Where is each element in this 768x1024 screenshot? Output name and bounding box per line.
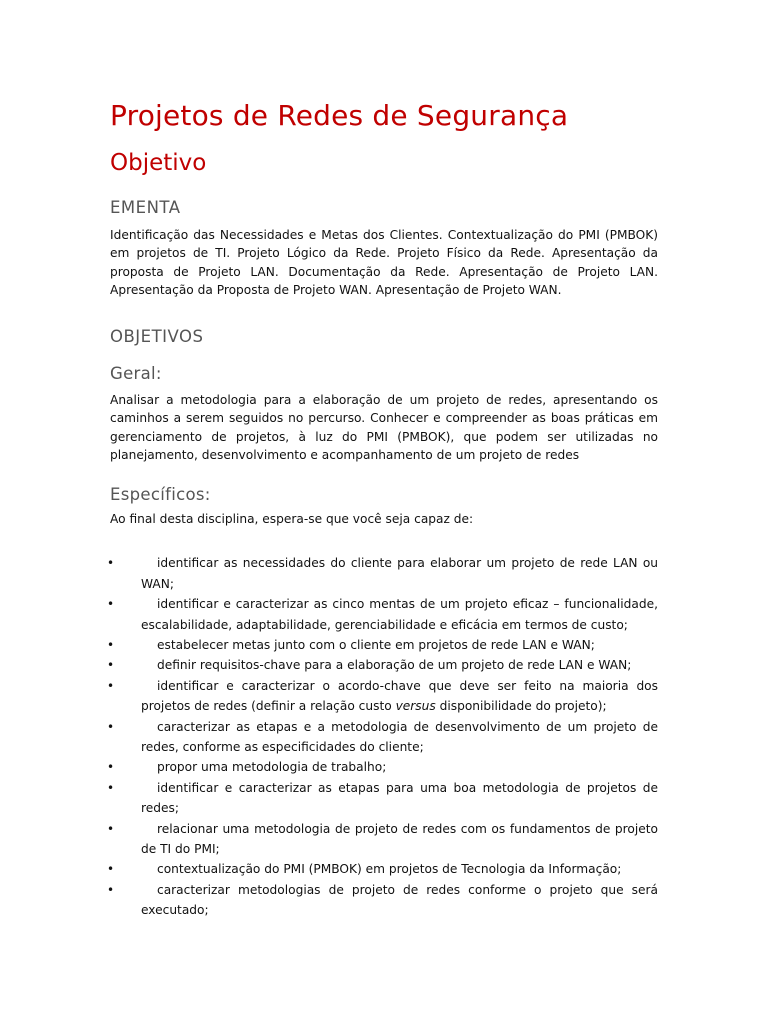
bullet-icon: • xyxy=(107,556,115,571)
list-item-emphasis: versus xyxy=(395,699,436,714)
list-item-text: estabelecer metas junto com o cliente em projetos de rede LAN e WAN; xyxy=(157,637,595,652)
list-item-text: disponibilidade do projeto); xyxy=(435,699,607,714)
list-item xyxy=(107,757,658,777)
objective-heading: Objetivo xyxy=(110,150,207,177)
list-item-text: identificar e caracterizar as etapas para uma boa metodologia de projetos de redes; xyxy=(141,780,658,816)
bullet-icon: • xyxy=(107,882,115,897)
list-item-text: identificar e caracterizar o acordo-chave que deve ser feito na maioria dos projetos de redes (definir a relação custo xyxy=(141,678,658,714)
document-content xyxy=(107,99,658,921)
list-item-text: caracterizar as etapas e a metodologia de desenvolvimento de um projeto de redes, conforme as especificidades do cliente; xyxy=(141,719,658,754)
list-item xyxy=(107,676,658,717)
bullet-icon: • xyxy=(107,821,115,836)
document-title: Projetos de Redes de Segurança xyxy=(110,99,569,132)
bullet-icon: • xyxy=(107,760,115,775)
ementa-heading: EMENTA xyxy=(110,197,181,217)
ementa-text: Identificação das Necessidades e Metas dos Clientes. Contextualização do PMI (PMBOK) em projetos de TI. Projeto Lógico da Rede. Projeto Físico da Rede. Apresentação da proposta de Projeto LAN. Documentação da Rede. Apresentação de Projeto LAN. Apresentação da Proposta de Projeto WAN. Apresentação de Projeto WAN. xyxy=(110,227,658,298)
list-item xyxy=(107,717,658,758)
list-item xyxy=(107,819,658,860)
list-item xyxy=(107,655,658,675)
objetivos-heading: OBJETIVOS xyxy=(110,326,204,346)
list-item xyxy=(107,859,658,879)
bullet-icon: • xyxy=(107,780,115,795)
list-item-text: identificar as necessidades do cliente para elaborar um projeto de rede LAN ou WAN; xyxy=(141,556,658,591)
list-item xyxy=(107,594,658,635)
list-item-text: caracterizar metodologias de projeto de redes conforme o projeto que será executado; xyxy=(141,882,658,918)
list-item-text: contextualização do PMI (PMBOK) em projetos de Tecnologia da Informação; xyxy=(157,862,622,877)
especificos-heading: Específicos: xyxy=(110,484,211,504)
specific-objectives-list xyxy=(107,553,658,920)
geral-text: Analisar a metodologia para a elaboração de um projeto de redes, apresentando os caminhos a serem seguidos no percurso. Conhecer e compreender as boas práticas em gerenciamento de projetos, à luz do PMI (PMBOK), que podem ser utilizadas no planejamento, desenvolvimento e acompanhamento de um projeto de redes xyxy=(110,392,658,463)
list-item-text: relacionar uma metodologia de projeto de redes com os fundamentos de projeto de TI do PMI; xyxy=(141,821,658,856)
bullet-icon: • xyxy=(107,658,115,673)
list-item-text: definir requisitos-chave para a elaboração de um projeto de rede LAN e WAN; xyxy=(157,658,632,673)
list-item xyxy=(107,880,658,921)
list-item xyxy=(107,635,658,655)
bullet-icon: • xyxy=(107,637,115,652)
list-item xyxy=(107,553,658,594)
bullet-icon: • xyxy=(107,719,115,734)
list-item-text: propor uma metodologia de trabalho; xyxy=(157,760,387,775)
bullet-icon: • xyxy=(107,862,115,877)
list-item-text: identificar e caracterizar as cinco mentas de um projeto eficaz – funcionalidade, escalabilidade, adaptabilidade, gerenciabilidade e eficácia em termos de custo; xyxy=(141,597,658,632)
geral-heading: Geral: xyxy=(110,363,162,383)
bullet-icon: • xyxy=(107,597,115,612)
list-item xyxy=(107,778,658,819)
especificos-intro: Ao final desta disciplina, espera-se que você seja capaz de: xyxy=(110,511,474,526)
bullet-icon: • xyxy=(107,678,115,693)
